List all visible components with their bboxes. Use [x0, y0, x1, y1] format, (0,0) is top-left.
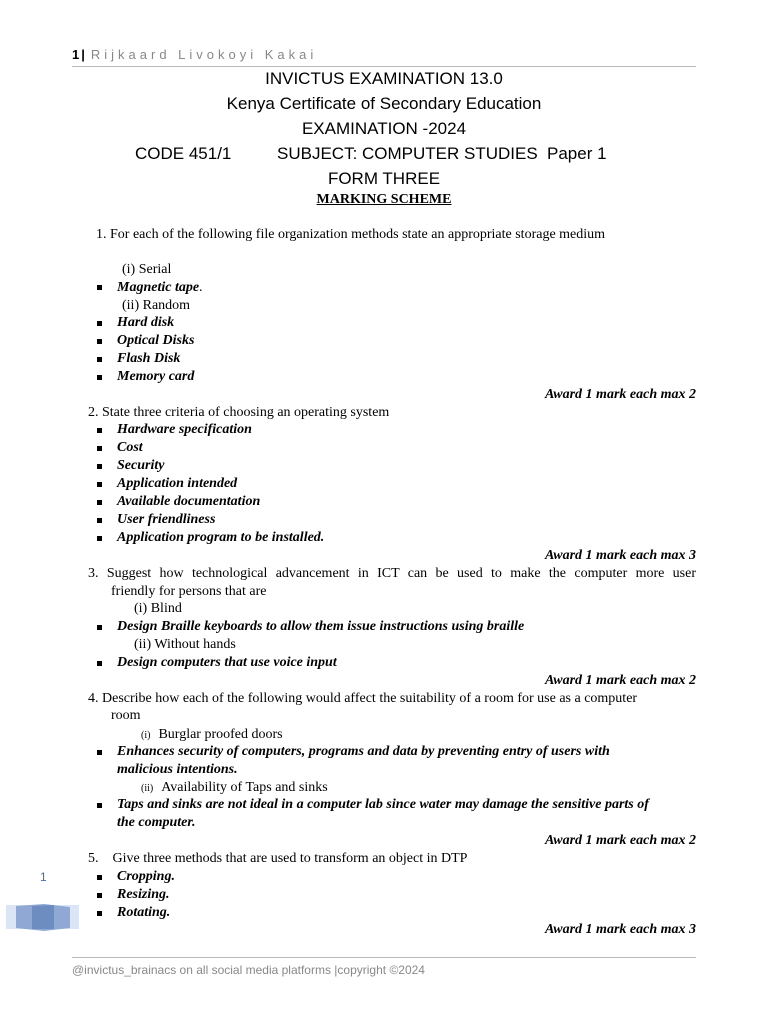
footer-rule — [72, 957, 696, 958]
bullet — [97, 661, 102, 666]
q2-answer: Cost — [117, 440, 143, 455]
q4-answer-ii-line-2: the computer. — [117, 815, 196, 830]
marking-scheme-heading: MARKING SCHEME — [316, 192, 452, 207]
bullet — [97, 893, 102, 898]
header-separator: | — [81, 47, 85, 62]
q5-answer: Rotating. — [117, 905, 171, 920]
q1-award: Award 1 mark each max 2 — [544, 387, 696, 402]
form-label: FORM THREE — [327, 169, 441, 188]
bullet — [97, 285, 102, 290]
q2-answer: Application program to be installed. — [117, 530, 325, 545]
q5-answer: Cropping. — [117, 869, 175, 884]
bullet — [97, 321, 102, 326]
q4-answer-ii-line-1: Taps and sinks are not ideal in a computer lab since water may damage the sensitive parts of — [117, 797, 649, 812]
q4-award: Award 1 mark each max 2 — [544, 833, 696, 848]
header-author: Rijkaard Livokoyi Kakai — [90, 47, 318, 62]
question-2: 2. State three criteria of choosing an operating system — [88, 405, 390, 420]
exam-year: EXAMINATION -2024 — [301, 119, 467, 138]
q3-sub-i: (i) Blind — [134, 601, 182, 616]
q1-answer: Optical Disks — [117, 333, 195, 348]
exam-title: INVICTUS EXAMINATION 13.0 — [265, 69, 503, 88]
exam-subtitle: Kenya Certificate of Secondary Education — [226, 94, 542, 113]
question-3-line-1: 3. Suggest how technological advancement in ICT can be used to make the computer more user — [88, 566, 696, 581]
q1-answer: Hard disk — [117, 315, 175, 330]
paper-label: Paper 1 — [547, 144, 607, 163]
question-3-line-2: friendly for persons that are — [111, 584, 267, 599]
question-4-line-1: 4. Describe how each of the following would affect the suitability of a room for use as a computer — [88, 691, 638, 706]
bullet — [97, 339, 102, 344]
q1-answer-i: Magnetic tape. — [117, 280, 203, 295]
q3-sub-ii: (ii) Without hands — [134, 637, 236, 652]
q2-answer: Available documentation — [117, 494, 261, 509]
q5-award: Award 1 mark each max 3 — [544, 922, 696, 937]
margin-page-number: 1 — [40, 870, 47, 884]
bullet — [97, 375, 102, 380]
bullet — [97, 875, 102, 880]
q2-answer: Hardware specification — [117, 422, 252, 437]
running-header — [72, 47, 317, 62]
q5-answer: Resizing. — [117, 887, 170, 902]
question-5: 5. Give three methods that are used to transform an object in DTP — [88, 851, 468, 866]
q1-sub-ii: (ii) Random — [122, 298, 191, 313]
bullet — [97, 625, 102, 630]
q1-answer: Flash Disk — [117, 351, 181, 366]
page-thumbnail-icon — [6, 902, 79, 932]
q2-answer: User friendliness — [117, 512, 216, 527]
footer-text: @invictus_brainacs on all social media platforms |copyright ©2024 — [72, 963, 425, 977]
q3-answer-i: Design Braille keyboards to allow them issue instructions using braille — [117, 619, 525, 634]
q4-answer-i-line-1: Enhances security of computers, programs and data by preventing entry of users with — [117, 744, 610, 759]
bullet — [97, 428, 102, 433]
question-1: 1. For each of the following file organization methods state an appropriate storage medium — [96, 227, 606, 242]
q3-award: Award 1 mark each max 2 — [544, 673, 696, 688]
q1-answer: Memory card — [117, 369, 195, 384]
bullet — [97, 500, 102, 505]
bullet — [97, 482, 102, 487]
bullet — [97, 803, 102, 808]
bullet — [97, 750, 102, 755]
bullet — [97, 464, 102, 469]
q1-sub-i: (i) Serial — [122, 262, 172, 277]
header-rule — [72, 66, 696, 67]
bullet — [97, 518, 102, 523]
q3-answer-ii: Design computers that use voice input — [117, 655, 337, 670]
q4-sub-ii: (ii) Availability of Taps and sinks — [141, 780, 328, 795]
q4-answer-i-line-2: malicious intentions. — [117, 762, 238, 777]
bullet — [97, 357, 102, 362]
bullet — [97, 446, 102, 451]
bullet — [97, 536, 102, 541]
q4-sub-i: (i) Burglar proofed doors — [141, 727, 283, 742]
subject-label: SUBJECT: COMPUTER STUDIES — [277, 144, 538, 163]
header-page-number: 1 — [72, 47, 80, 62]
question-4-line-2: room — [111, 708, 141, 723]
q2-answer: Security — [117, 458, 165, 473]
code-label: CODE 451/1 — [135, 144, 232, 163]
bullet — [97, 911, 102, 916]
q2-award: Award 1 mark each max 3 — [544, 548, 696, 563]
q2-answer: Application intended — [117, 476, 238, 491]
